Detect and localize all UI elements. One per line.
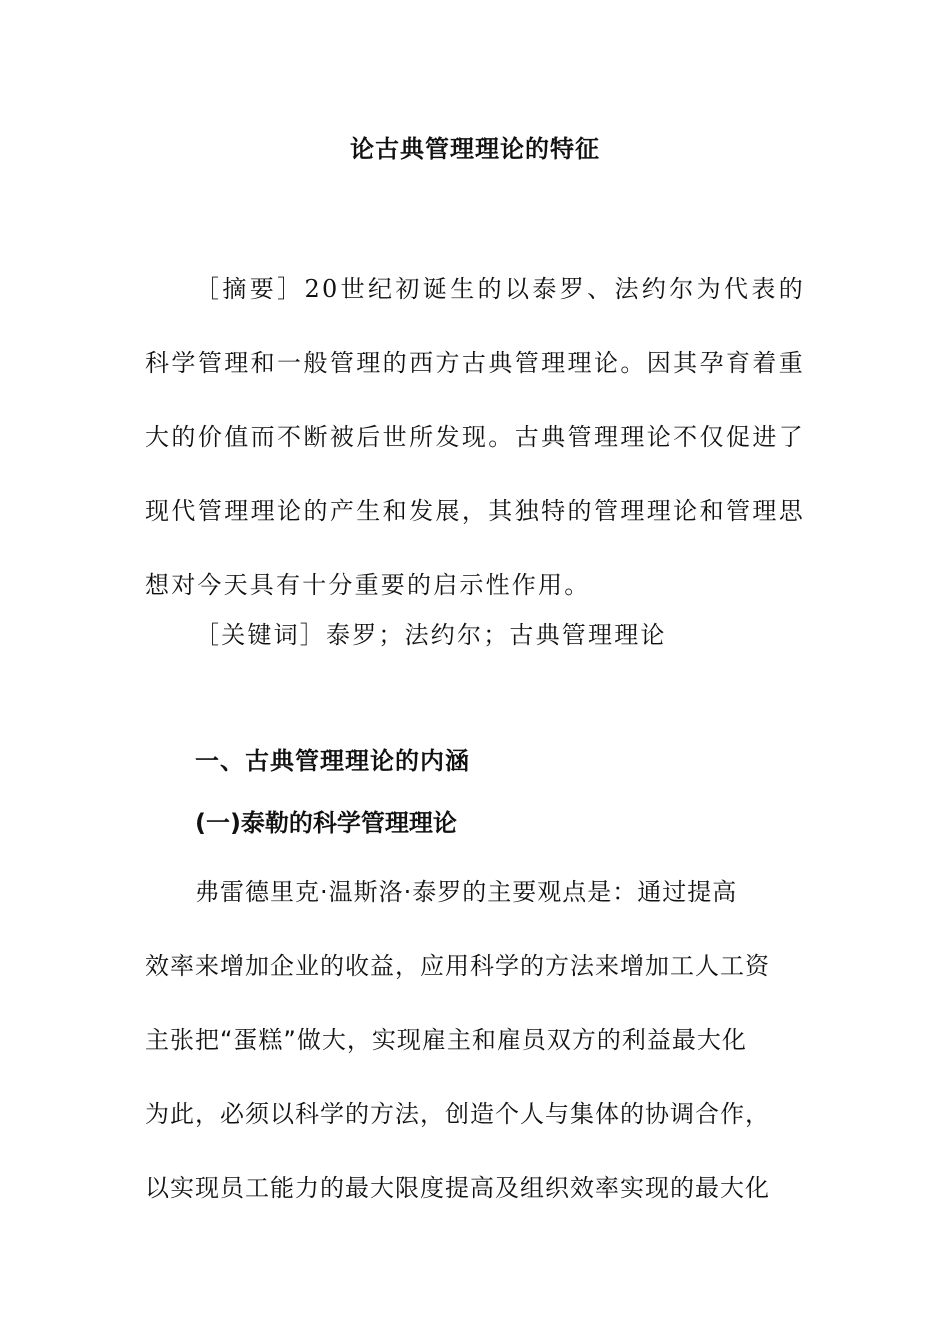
abstract-paragraph: ［摘要］20世纪初诞生的以泰罗、法约尔为代表的科学管理和一般管理的西方古典管理理论。因其孕育着重大的价值而不断被后世所发现。古典管理理论不仅促进了现代管理理论的产生和发展，其独特的管理理论和管理思想对今天具有十分重要的启示性作用。 (145, 275, 805, 599)
body-line: 效率来增加企业的收益，应用科学的方法来增加工人工资 (145, 952, 770, 980)
subsection-heading: (一)泰勒的科学管理理论 (195, 809, 457, 837)
body-line: 弗雷德里克·温斯洛·泰罗的主要观点是：通过提高 (195, 878, 738, 906)
body-line: 以实现员工能力的最大限度提高及组织效率实现的最大化 (145, 1174, 770, 1202)
body-line: 主张把“蛋糕”做大，实现雇主和雇员双方的利益最大化 (145, 1026, 747, 1054)
body-line: 为此，必须以科学的方法，创造个人与集体的协调合作， (145, 1100, 770, 1128)
keywords-line: ［关键词］泰罗；法约尔；古典管理理论 (195, 621, 667, 649)
body-paragraph (145, 855, 805, 1225)
document-title: 论古典管理理论的特征 (350, 135, 600, 163)
section-heading: 一、古典管理理论的内涵 (195, 747, 470, 775)
